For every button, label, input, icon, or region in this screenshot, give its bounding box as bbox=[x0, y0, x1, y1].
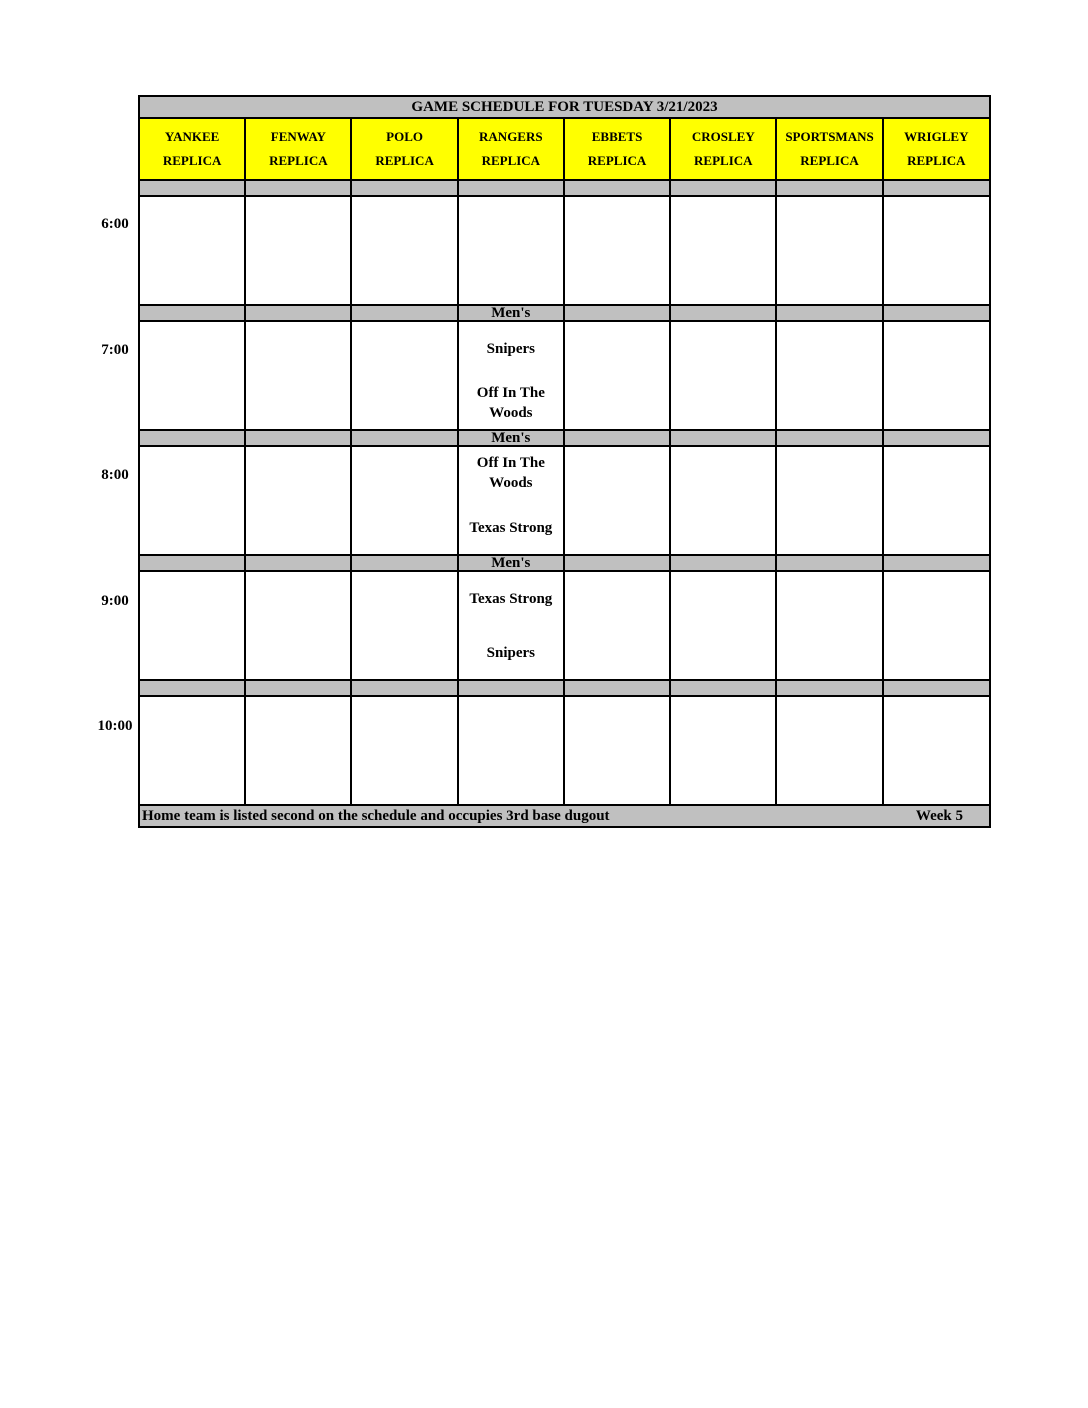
field-header-row bbox=[139, 118, 990, 180]
away-team: Snipers bbox=[486, 341, 535, 357]
time-slot-8 bbox=[139, 446, 990, 555]
field-header-sportsmans: SPORTSMANS REPLICA bbox=[776, 118, 882, 180]
time-slot-7 bbox=[139, 321, 990, 430]
field-header-fenway: FENWAY REPLICA bbox=[245, 118, 351, 180]
footer-note: Home team is listed second on the schedule and occupies 3rd base dugout bbox=[142, 808, 610, 824]
division-row-8 bbox=[139, 430, 990, 446]
time-slot-9 bbox=[139, 571, 990, 680]
field-header-polo: POLO REPLICA bbox=[351, 118, 457, 180]
game-cell bbox=[458, 321, 564, 430]
time-slot-6 bbox=[139, 196, 990, 305]
time-slot-10 bbox=[139, 696, 990, 805]
time-label-6: 6:00 bbox=[101, 216, 129, 232]
time-label-10: 10:00 bbox=[97, 718, 133, 734]
footer-row bbox=[139, 805, 990, 827]
time-label-8: 8:00 bbox=[101, 467, 129, 483]
division-label: Men's bbox=[458, 430, 564, 446]
field-header-ebbets: EBBETS REPLICA bbox=[564, 118, 670, 180]
footer-cell bbox=[139, 805, 990, 827]
schedule-table bbox=[138, 95, 991, 828]
field-header-crosley: CROSLEY REPLICA bbox=[670, 118, 776, 180]
division-label: Men's bbox=[458, 555, 564, 571]
division-row-7 bbox=[139, 305, 990, 321]
field-header-yankee: YANKEE REPLICA bbox=[139, 118, 245, 180]
division-row-6 bbox=[139, 180, 990, 196]
division-label: Men's bbox=[458, 305, 564, 321]
division-row-10 bbox=[139, 680, 990, 696]
week-label: Week 5 bbox=[915, 808, 963, 824]
home-team: Snipers bbox=[486, 645, 535, 661]
time-label-9: 9:00 bbox=[101, 593, 129, 609]
away-team: Texas Strong bbox=[469, 591, 553, 607]
away-team: Off In The Woods bbox=[476, 455, 545, 491]
game-cell bbox=[458, 571, 564, 680]
game-cell bbox=[458, 446, 564, 555]
field-header-rangers: RANGERS REPLICA bbox=[458, 118, 564, 180]
home-team: Off In The Woods bbox=[476, 385, 545, 421]
schedule-title: GAME SCHEDULE FOR TUESDAY 3/21/2023 bbox=[139, 96, 990, 118]
time-label-7: 7:00 bbox=[101, 342, 129, 358]
field-header-wrigley: WRIGLEY REPLICA bbox=[883, 118, 990, 180]
division-row-9 bbox=[139, 555, 990, 571]
home-team: Texas Strong bbox=[469, 520, 553, 536]
